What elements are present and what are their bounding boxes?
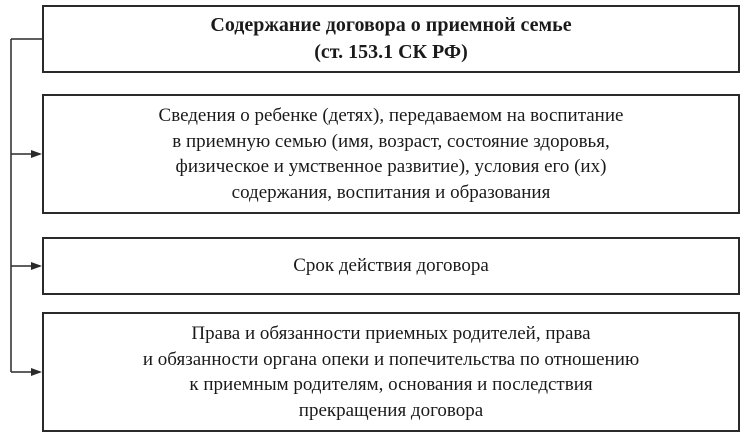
diagram-title-box: [42, 5, 740, 73]
rights-duties-line-4: прекращения договора: [298, 399, 484, 421]
arrow-right-icon: [31, 262, 42, 270]
arrow-right-icon: [31, 368, 42, 376]
rights-duties-line-1: Права и обязанности приемных родителей, права: [191, 323, 591, 344]
rights-duties-box: [42, 312, 740, 432]
diagram-title-line-2: (ст. 153.1 СК РФ): [314, 41, 468, 63]
child-info-box: [42, 94, 740, 214]
contract-term-line-1: Срок действия договора: [293, 255, 489, 276]
child-info-line-4: содержания, воспитания и образования: [231, 181, 551, 203]
child-info-line-3: физическое и умственное развитие), условия его (их): [175, 156, 607, 177]
child-info-line-2: в приемную семью (имя, возраст, состояние здоровья,: [172, 130, 610, 152]
arrow-right-icon: [31, 150, 42, 158]
contract-term-box: [42, 237, 740, 295]
child-info-line-1: Сведения о ребенке (детях), передаваемом на воспитание: [158, 105, 624, 126]
rights-duties-line-3: к приемным родителям, основания и последствия: [189, 374, 593, 395]
rights-duties-line-2: и обязанности органа опеки и попечительства по отношению: [142, 348, 640, 370]
diagram-title-line-1: Содержание договора о приемной семье: [210, 14, 572, 36]
